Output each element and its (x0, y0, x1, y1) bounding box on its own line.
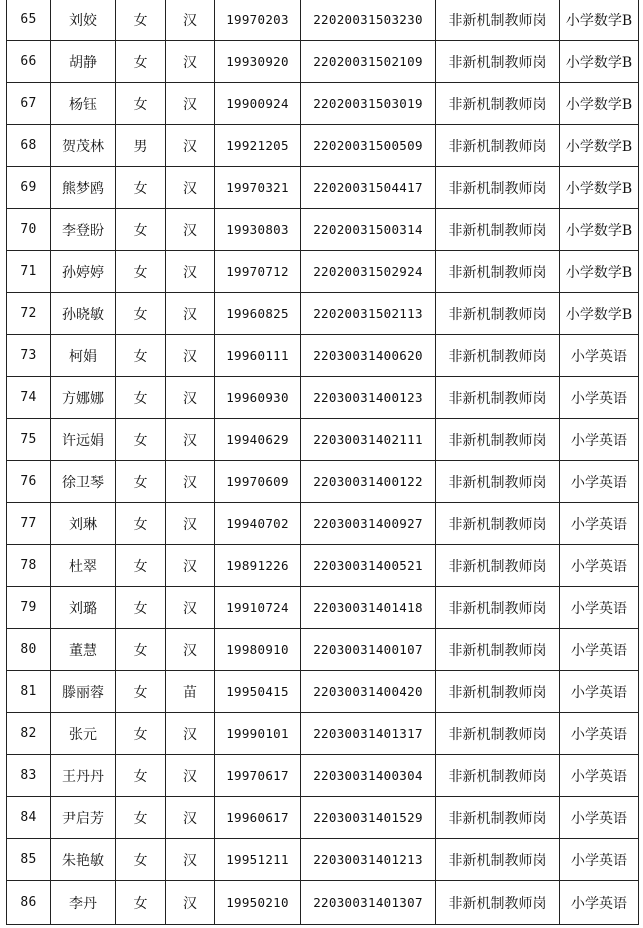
table-row (7, 713, 639, 755)
exam-number-cell: 22020031502109 (301, 41, 436, 83)
row-number: 73 (7, 335, 51, 377)
candidate-name: 许远娟 (51, 419, 116, 461)
table-row (7, 0, 639, 41)
subject-cell: 小学英语 (560, 629, 639, 671)
candidate-name: 刘琳 (51, 503, 116, 545)
ethnicity-cell: 汉 (166, 503, 215, 545)
subject-cell: 小学英语 (560, 839, 639, 881)
candidate-name: 朱艳敏 (51, 839, 116, 881)
row-number: 67 (7, 83, 51, 125)
birth-date-cell: 19980910 (215, 629, 301, 671)
ethnicity-cell: 汉 (166, 461, 215, 503)
exam-number-cell: 22020031504417 (301, 167, 436, 209)
candidate-name: 刘璐 (51, 587, 116, 629)
table-row (7, 503, 639, 545)
birth-date-cell: 19960930 (215, 377, 301, 419)
subject-cell: 小学英语 (560, 335, 639, 377)
post-type-cell: 非新机制教师岗 (436, 587, 560, 629)
table-row (7, 671, 639, 713)
birth-date-cell: 19970609 (215, 461, 301, 503)
candidate-name: 杨钰 (51, 83, 116, 125)
subject-cell: 小学英语 (560, 755, 639, 797)
table-row (7, 461, 639, 503)
subject-cell: 小学英语 (560, 419, 639, 461)
candidate-name: 柯娟 (51, 335, 116, 377)
exam-number-cell: 22020031502924 (301, 251, 436, 293)
ethnicity-cell: 汉 (166, 545, 215, 587)
gender-cell: 女 (116, 587, 166, 629)
subject-cell: 小学英语 (560, 377, 639, 419)
table-row (7, 839, 639, 881)
ethnicity-cell: 汉 (166, 797, 215, 839)
post-type-cell: 非新机制教师岗 (436, 419, 560, 461)
row-number: 69 (7, 167, 51, 209)
candidate-name: 孙晓敏 (51, 293, 116, 335)
post-type-cell: 非新机制教师岗 (436, 83, 560, 125)
row-number: 76 (7, 461, 51, 503)
gender-cell: 女 (116, 629, 166, 671)
row-number: 79 (7, 587, 51, 629)
ethnicity-cell: 汉 (166, 755, 215, 797)
ethnicity-cell: 汉 (166, 377, 215, 419)
table-row (7, 545, 639, 587)
candidate-name: 张元 (51, 713, 116, 755)
post-type-cell: 非新机制教师岗 (436, 881, 560, 925)
subject-cell: 小学英语 (560, 503, 639, 545)
gender-cell: 女 (116, 419, 166, 461)
post-type-cell: 非新机制教师岗 (436, 209, 560, 251)
row-number: 77 (7, 503, 51, 545)
row-number: 81 (7, 671, 51, 713)
row-number: 84 (7, 797, 51, 839)
post-type-cell: 非新机制教师岗 (436, 335, 560, 377)
birth-date-cell: 19930920 (215, 41, 301, 83)
subject-cell: 小学数学B (560, 293, 639, 335)
exam-number-cell: 22030031400521 (301, 545, 436, 587)
subject-cell: 小学数学B (560, 209, 639, 251)
post-type-cell: 非新机制教师岗 (436, 167, 560, 209)
exam-number-cell: 22030031402111 (301, 419, 436, 461)
subject-cell: 小学数学B (560, 0, 639, 41)
ethnicity-cell: 汉 (166, 335, 215, 377)
gender-cell: 女 (116, 41, 166, 83)
row-number: 83 (7, 755, 51, 797)
birth-date-cell: 19970617 (215, 755, 301, 797)
candidate-name: 孙婷婷 (51, 251, 116, 293)
exam-number-cell: 22030031400420 (301, 671, 436, 713)
ethnicity-cell: 汉 (166, 125, 215, 167)
ethnicity-cell: 汉 (166, 419, 215, 461)
gender-cell: 女 (116, 461, 166, 503)
subject-cell: 小学数学B (560, 125, 639, 167)
gender-cell: 女 (116, 167, 166, 209)
table-row (7, 251, 639, 293)
birth-date-cell: 19940629 (215, 419, 301, 461)
birth-date-cell: 19951211 (215, 839, 301, 881)
ethnicity-cell: 汉 (166, 209, 215, 251)
ethnicity-cell: 汉 (166, 167, 215, 209)
exam-number-cell: 22030031400122 (301, 461, 436, 503)
exam-number-cell: 22030031401307 (301, 881, 436, 925)
row-number: 75 (7, 419, 51, 461)
gender-cell: 女 (116, 335, 166, 377)
candidate-name: 王丹丹 (51, 755, 116, 797)
row-number: 86 (7, 881, 51, 925)
candidate-name: 滕丽蓉 (51, 671, 116, 713)
table-row (7, 293, 639, 335)
gender-cell: 女 (116, 503, 166, 545)
candidate-name: 贺茂林 (51, 125, 116, 167)
post-type-cell: 非新机制教师岗 (436, 251, 560, 293)
ethnicity-cell: 汉 (166, 881, 215, 925)
candidate-name: 李丹 (51, 881, 116, 925)
ethnicity-cell: 汉 (166, 0, 215, 41)
birth-date-cell: 19970712 (215, 251, 301, 293)
gender-cell: 女 (116, 377, 166, 419)
birth-date-cell: 19960825 (215, 293, 301, 335)
candidate-name: 尹启芳 (51, 797, 116, 839)
ethnicity-cell: 汉 (166, 251, 215, 293)
subject-cell: 小学数学B (560, 251, 639, 293)
candidate-name: 刘姣 (51, 0, 116, 41)
row-number: 71 (7, 251, 51, 293)
exam-number-cell: 22030031400107 (301, 629, 436, 671)
table-row (7, 377, 639, 419)
birth-date-cell: 19970203 (215, 0, 301, 41)
table-row (7, 419, 639, 461)
post-type-cell: 非新机制教师岗 (436, 545, 560, 587)
table-row (7, 125, 639, 167)
birth-date-cell: 19940702 (215, 503, 301, 545)
table-row (7, 587, 639, 629)
ethnicity-cell: 汉 (166, 713, 215, 755)
gender-cell: 女 (116, 209, 166, 251)
post-type-cell: 非新机制教师岗 (436, 0, 560, 41)
exam-number-cell: 22020031502113 (301, 293, 436, 335)
post-type-cell: 非新机制教师岗 (436, 461, 560, 503)
birth-date-cell: 19970321 (215, 167, 301, 209)
birth-date-cell: 19910724 (215, 587, 301, 629)
row-number: 85 (7, 839, 51, 881)
row-number: 74 (7, 377, 51, 419)
birth-date-cell: 19921205 (215, 125, 301, 167)
table-row (7, 797, 639, 839)
birth-date-cell: 19930803 (215, 209, 301, 251)
row-number: 82 (7, 713, 51, 755)
gender-cell: 女 (116, 83, 166, 125)
post-type-cell: 非新机制教师岗 (436, 671, 560, 713)
row-number: 70 (7, 209, 51, 251)
gender-cell: 女 (116, 881, 166, 925)
exam-number-cell: 22020031500509 (301, 125, 436, 167)
table-row (7, 881, 639, 925)
row-number: 68 (7, 125, 51, 167)
subject-cell: 小学英语 (560, 587, 639, 629)
row-number: 72 (7, 293, 51, 335)
table-row (7, 167, 639, 209)
candidate-name: 董慧 (51, 629, 116, 671)
ethnicity-cell: 苗 (166, 671, 215, 713)
ethnicity-cell: 汉 (166, 293, 215, 335)
gender-cell: 女 (116, 293, 166, 335)
subject-cell: 小学数学B (560, 41, 639, 83)
table-row (7, 209, 639, 251)
exam-number-cell: 22020031503019 (301, 83, 436, 125)
gender-cell: 女 (116, 839, 166, 881)
gender-cell: 女 (116, 251, 166, 293)
table-row (7, 83, 639, 125)
table-row (7, 755, 639, 797)
post-type-cell: 非新机制教师岗 (436, 713, 560, 755)
exam-number-cell: 22030031400620 (301, 335, 436, 377)
table-body (7, 0, 639, 925)
post-type-cell: 非新机制教师岗 (436, 503, 560, 545)
birth-date-cell: 19900924 (215, 83, 301, 125)
exam-number-cell: 22030031401213 (301, 839, 436, 881)
post-type-cell: 非新机制教师岗 (436, 125, 560, 167)
exam-number-cell: 22030031400304 (301, 755, 436, 797)
row-number: 78 (7, 545, 51, 587)
subject-cell: 小学英语 (560, 461, 639, 503)
gender-cell: 女 (116, 713, 166, 755)
birth-date-cell: 19950415 (215, 671, 301, 713)
subject-cell: 小学数学B (560, 167, 639, 209)
gender-cell: 男 (116, 125, 166, 167)
gender-cell: 女 (116, 671, 166, 713)
exam-number-cell: 22030031400927 (301, 503, 436, 545)
birth-date-cell: 19990101 (215, 713, 301, 755)
gender-cell: 女 (116, 797, 166, 839)
post-type-cell: 非新机制教师岗 (436, 293, 560, 335)
row-number: 66 (7, 41, 51, 83)
birth-date-cell: 19960617 (215, 797, 301, 839)
post-type-cell: 非新机制教师岗 (436, 377, 560, 419)
exam-number-cell: 22030031401317 (301, 713, 436, 755)
subject-cell: 小学英语 (560, 545, 639, 587)
gender-cell: 女 (116, 755, 166, 797)
post-type-cell: 非新机制教师岗 (436, 41, 560, 83)
post-type-cell: 非新机制教师岗 (436, 797, 560, 839)
ethnicity-cell: 汉 (166, 41, 215, 83)
subject-cell: 小学英语 (560, 797, 639, 839)
exam-number-cell: 22020031500314 (301, 209, 436, 251)
subject-cell: 小学英语 (560, 713, 639, 755)
gender-cell: 女 (116, 0, 166, 41)
ethnicity-cell: 汉 (166, 587, 215, 629)
table-row (7, 335, 639, 377)
candidate-name: 胡静 (51, 41, 116, 83)
exam-number-cell: 22030031400123 (301, 377, 436, 419)
candidate-name: 杜翠 (51, 545, 116, 587)
subject-cell: 小学英语 (560, 881, 639, 925)
birth-date-cell: 19960111 (215, 335, 301, 377)
candidate-table (6, 0, 639, 925)
exam-number-cell: 22030031401529 (301, 797, 436, 839)
birth-date-cell: 19950210 (215, 881, 301, 925)
table-row (7, 629, 639, 671)
candidate-name: 熊梦鸥 (51, 167, 116, 209)
subject-cell: 小学数学B (560, 83, 639, 125)
gender-cell: 女 (116, 545, 166, 587)
ethnicity-cell: 汉 (166, 629, 215, 671)
exam-number-cell: 22020031503230 (301, 0, 436, 41)
row-number: 80 (7, 629, 51, 671)
ethnicity-cell: 汉 (166, 839, 215, 881)
post-type-cell: 非新机制教师岗 (436, 755, 560, 797)
ethnicity-cell: 汉 (166, 83, 215, 125)
table-row (7, 41, 639, 83)
birth-date-cell: 19891226 (215, 545, 301, 587)
post-type-cell: 非新机制教师岗 (436, 629, 560, 671)
exam-number-cell: 22030031401418 (301, 587, 436, 629)
post-type-cell: 非新机制教师岗 (436, 839, 560, 881)
candidate-name: 方娜娜 (51, 377, 116, 419)
row-number: 65 (7, 0, 51, 41)
subject-cell: 小学英语 (560, 671, 639, 713)
candidate-name: 徐卫琴 (51, 461, 116, 503)
candidate-name: 李登盼 (51, 209, 116, 251)
